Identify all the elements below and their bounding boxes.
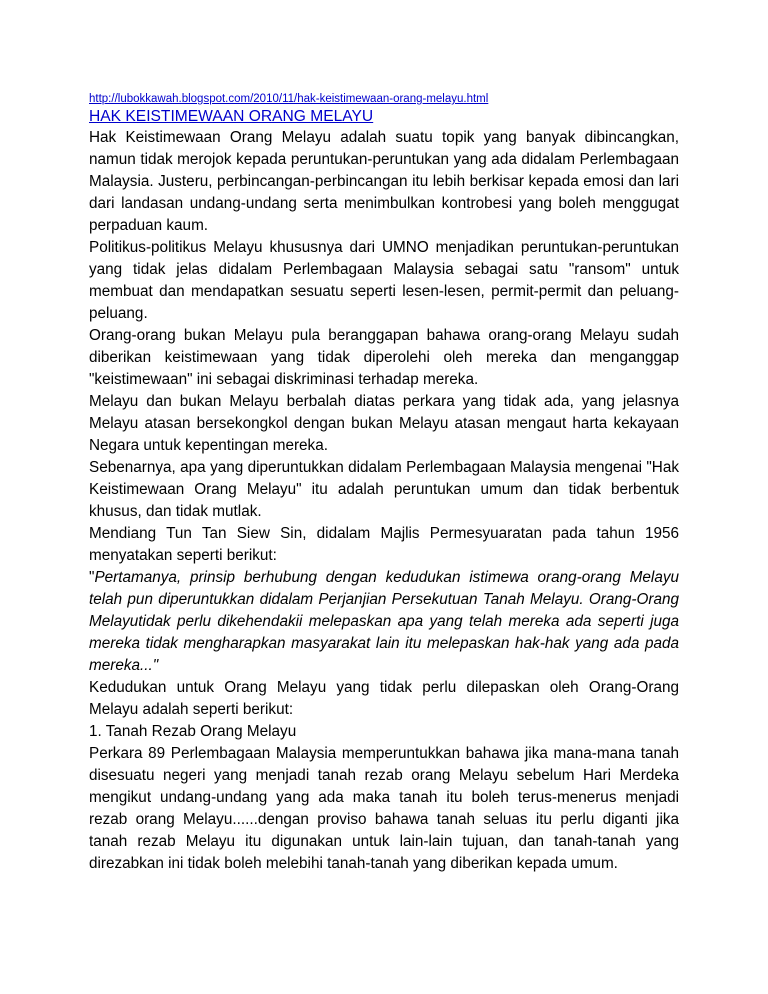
document-page (89, 91, 679, 875)
paragraph-non-malay-view: Orang-orang bukan Melayu pula beranggapan bahawa orang-orang Melayu sudah diberikan keistimewaan yang tidak diperolehi oleh mereka dan menganggap "keistimewaan" ini sebagai diskriminasi terhadap mereka. (89, 327, 679, 388)
quote-open-mark: " (89, 569, 95, 586)
paragraph-politicians: Politikus-politikus Melayu khususnya dari UMNO menjadikan peruntukan-peruntukan yang tidak jelas didalam Perlembagaan Malaysia sebagai satu "ransom" untuk membuat dan mendapatkan sesuatu seperti lesen-lesen, permit-permit dan peluang-peluang. (89, 239, 679, 322)
document-title: HAK KEISTIMEWAAN ORANG MELAYU (89, 108, 374, 125)
source-url-link[interactable]: http://lubokkawah.blogspot.com/2010/11/hak-keistimewaan-orang-melayu.html (89, 93, 489, 105)
paragraph-perkara-89: Perkara 89 Perlembagaan Malaysia memperuntukkan bahawa jika mana-mana tanah disesuatu negeri yang menjadi tanah rezab orang Melayu sebelum Hari Merdeka mengikut undang-undang yang ada maka tanah itu boleh terus-menerus menjadi rezab orang Melayu......dengan proviso bahawa tanah seluas itu perlu diganti jika tanah rezab Melayu itu digunakan untuk lain-lain tujuan, dan tanah-tanah yang direzabkan ini tidak boleh melebihi tanah-tanah yang diberikan kepada umum. (89, 745, 679, 872)
paragraph-intro: Hak Keistimewaan Orang Melayu adalah suatu topik yang banyak dibincangkan, namun tidak merojok kepada peruntukan-peruntukan yang ada didalam Perlembagaan Malaysia. Justeru, perbincangan-perbincangan itu lebih berkisar kepada emosi dan lari dari landasan undang-undang serta menimbulkan kontrobesi yang boleh menggugat perpaduan kaum. (89, 129, 679, 234)
paragraph-dispute: Melayu dan bukan Melayu berbalah diatas perkara yang tidak ada, yang jelasnya Melayu atasan bersekongkol dengan bukan Melayu atasan mengaut harta kekayaan Negara untuk kepentingan mereka. (89, 393, 679, 454)
paragraph-tun-tan-siew-sin: Mendiang Tun Tan Siew Sin, didalam Majlis Permesyuaratan pada tahun 1956 menyatakan seperti berikut: (89, 525, 679, 564)
paragraph-constitution: Sebenarnya, apa yang diperuntukkan didalam Perlembagaan Malaysia mengenai "Hak Keistimewaan Orang Melayu" itu adalah peruntukan umum dan tidak berbentuk khusus, dan tidak mutlak. (89, 459, 679, 520)
quote-block (89, 567, 679, 677)
section-heading-tanah-rezab: 1. Tanah Rezab Orang Melayu (89, 723, 297, 740)
paragraph-position: Kedudukan untuk Orang Melayu yang tidak perlu dilepaskan oleh Orang-Orang Melayu adalah seperti berikut: (89, 679, 679, 718)
quote-text: Pertamanya, prinsip berhubung dengan kedudukan istimewa orang-orang Melayu telah pun diperuntukkan didalam Perjanjian Persekutuan Tanah Melayu. Orang-Orang Melayutidak perlu dikehendakii melepaskan apa yang telah mereka ada seperti juga mereka tidak mengharapkan masyarakat lain itu melepaskan hak-hak yang ada pada mereka..." (89, 569, 679, 674)
